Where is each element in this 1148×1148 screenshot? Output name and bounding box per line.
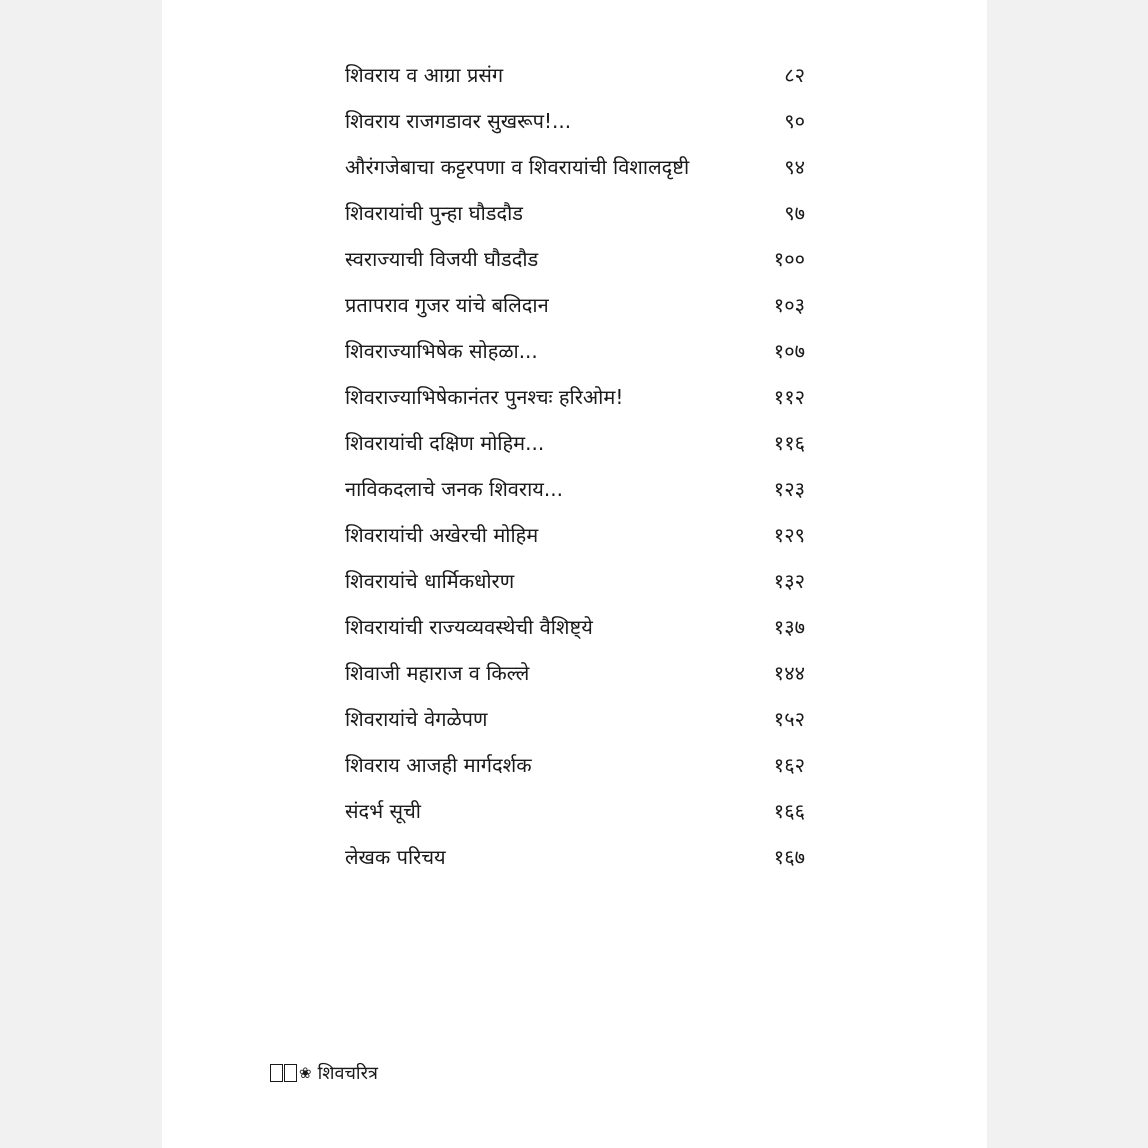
toc-title: शिवरायांची अखेरची मोहिम bbox=[345, 523, 539, 547]
table-of-contents bbox=[345, 52, 805, 880]
flower-ornament-icon: ❀ bbox=[299, 1064, 312, 1082]
toc-row bbox=[345, 466, 805, 512]
toc-row bbox=[345, 374, 805, 420]
toc-page-number: १०३ bbox=[773, 293, 805, 317]
toc-title: संदर्भ सूची bbox=[345, 799, 421, 823]
toc-row bbox=[345, 328, 805, 374]
toc-title: शिवाजी महाराज व किल्ले bbox=[345, 661, 530, 685]
toc-row bbox=[345, 742, 805, 788]
toc-page-number: १३२ bbox=[773, 569, 805, 593]
toc-row bbox=[345, 190, 805, 236]
toc-title: शिवराज्याभिषेकानंतर पुनश्चः हरिओम! bbox=[345, 385, 624, 409]
toc-page-number: १४४ bbox=[773, 661, 805, 685]
toc-row bbox=[345, 696, 805, 742]
toc-row bbox=[345, 558, 805, 604]
toc-page-number: १२३ bbox=[773, 477, 805, 501]
toc-title: प्रतापराव गुजर यांचे बलिदान bbox=[345, 293, 549, 317]
toc-page-number: १२९ bbox=[773, 523, 805, 547]
toc-row bbox=[345, 236, 805, 282]
toc-page-number: १३७ bbox=[773, 615, 805, 639]
toc-title: लेखक परिचय bbox=[345, 845, 446, 869]
toc-title: शिवराय राजगडावर सुखरूप!... bbox=[345, 109, 572, 133]
toc-row bbox=[345, 604, 805, 650]
toc-row bbox=[345, 512, 805, 558]
toc-title: शिवराय आजही मार्गदर्शक bbox=[345, 753, 532, 777]
book-page bbox=[162, 0, 987, 1148]
toc-title: शिवरायांचे वेगळेपण bbox=[345, 707, 488, 731]
toc-title: स्वराज्याची विजयी घौडदौड bbox=[345, 247, 539, 271]
toc-title: शिवरायांची पुन्हा घौडदौड bbox=[345, 201, 523, 225]
toc-row bbox=[345, 98, 805, 144]
toc-page-number: १६२ bbox=[773, 753, 805, 777]
toc-page-number: ८२ bbox=[784, 63, 805, 87]
toc-page-number: ९४ bbox=[784, 155, 805, 179]
page-number-placeholder-box bbox=[270, 1064, 283, 1082]
page-number-placeholder-box bbox=[284, 1064, 297, 1082]
toc-page-number: १६६ bbox=[773, 799, 805, 823]
toc-row bbox=[345, 650, 805, 696]
toc-row bbox=[345, 420, 805, 466]
toc-page-number: १६७ bbox=[773, 845, 805, 869]
toc-title: शिवराज्याभिषेक सोहळा... bbox=[345, 339, 538, 363]
toc-page-number: ११६ bbox=[773, 431, 805, 455]
toc-title: औरंगजेबाचा कट्टरपणा व शिवरायांची विशालदृष्टी bbox=[345, 155, 690, 179]
toc-row bbox=[345, 52, 805, 98]
running-footer-title: शिवचरित्र bbox=[317, 1063, 378, 1084]
toc-title: नाविकदलाचे जनक शिवराय... bbox=[345, 477, 563, 501]
toc-page-number: ९७ bbox=[784, 201, 805, 225]
toc-page-number: १०० bbox=[773, 247, 805, 271]
toc-row bbox=[345, 834, 805, 880]
toc-title: शिवरायांची राज्यव्यवस्थेची वैशिष्ट्ये bbox=[345, 615, 593, 639]
toc-page-number: १५२ bbox=[773, 707, 805, 731]
toc-page-number: ११२ bbox=[773, 385, 805, 409]
toc-title: शिवरायांची दक्षिण मोहिम... bbox=[345, 431, 545, 455]
toc-title: शिवराय व आग्रा प्रसंग bbox=[345, 63, 504, 87]
toc-title: शिवरायांचे धार्मिकधोरण bbox=[345, 569, 515, 593]
toc-row bbox=[345, 144, 805, 190]
toc-page-number: ९० bbox=[784, 109, 805, 133]
toc-row bbox=[345, 788, 805, 834]
toc-page-number: १०७ bbox=[773, 339, 805, 363]
toc-row bbox=[345, 282, 805, 328]
page-footer bbox=[270, 1060, 378, 1086]
